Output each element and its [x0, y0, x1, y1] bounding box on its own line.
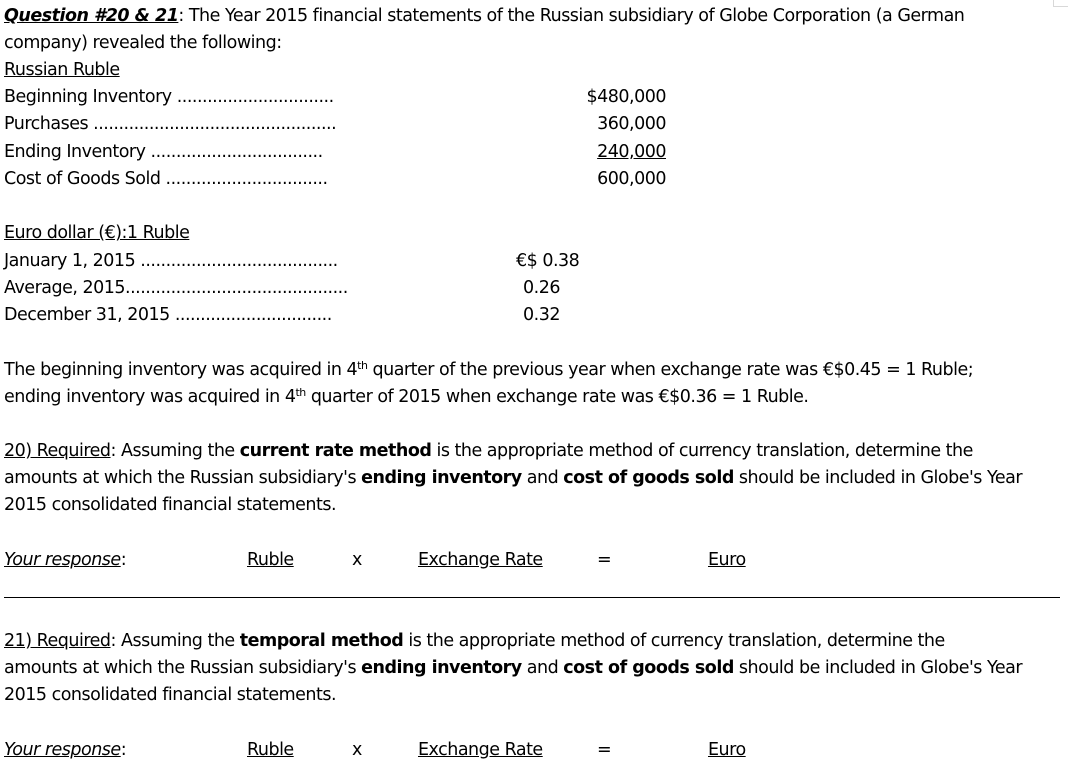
response-op-equals: = [597, 550, 612, 570]
response-label: Your response: [4, 740, 127, 760]
ruble-row-label: Ending Inventory .................................. [4, 142, 323, 162]
q20-label: 20) Required [4, 441, 111, 461]
response-col-euro: Euro [708, 550, 746, 570]
q21-label: 21) Required [4, 631, 111, 651]
question-label: Question #20 & 21 [4, 6, 179, 26]
rate-row-label: Average, 2015............................................ [4, 278, 348, 298]
ruble-row-value: 600,000 [597, 169, 666, 189]
rate-row-label: December 31, 2015 ............................... [4, 305, 332, 325]
response-label: Your response: [4, 550, 127, 570]
section-divider [4, 597, 1060, 598]
response-col-ruble: Ruble [247, 740, 294, 760]
ruble-row-value: 360,000 [597, 114, 666, 134]
ruble-row-label: Beginning Inventory ............................... [4, 87, 334, 107]
q21-line-3: 2015 consolidated financial statements. [4, 685, 337, 705]
ruble-table-heading: Russian Ruble [4, 60, 120, 80]
q21-line-1: 21) Required: Assuming the temporal method is the appropriate method of currency translation, determine the [4, 631, 945, 651]
rate-table-heading: Euro dollar (€):1 Ruble [4, 223, 190, 243]
ruble-row-label: Cost of Goods Sold ................................ [4, 169, 328, 189]
q20-line-1: 20) Required: Assuming the current rate method is the appropriate method of currency translation, determine the [4, 441, 973, 461]
response-op-equals: = [597, 740, 612, 760]
intro-line-2: company) revealed the following: [4, 33, 282, 53]
ruble-row-value: $480,000 [586, 87, 666, 107]
response-col-ruble: Ruble [247, 550, 294, 570]
note-line-1: The beginning inventory was acquired in 4th quarter of the previous year when exchange rate was €$0.45 = 1 Ruble; [4, 359, 974, 380]
response-col-rate: Exchange Rate [418, 740, 543, 760]
response-op-times: x [352, 740, 362, 760]
rate-row-value: €$ 0.38 [516, 251, 580, 271]
rate-row-value: 0.26 [523, 278, 560, 298]
response-col-rate: Exchange Rate [418, 550, 543, 570]
rate-row-label: January 1, 2015 ....................................... [4, 251, 338, 271]
response-col-euro: Euro [708, 740, 746, 760]
page-edge-mark [1053, 0, 1068, 7]
intro-line-1 [4, 3, 964, 30]
response-op-times: x [352, 550, 362, 570]
rate-row-value: 0.32 [523, 305, 560, 325]
q21-line-2: amounts at which the Russian subsidiary's ending inventory and cost of goods sold should be included in Globe's Year [4, 658, 1023, 678]
ruble-row-label: Purchases ................................................ [4, 114, 337, 134]
q20-line-3: 2015 consolidated financial statements. [4, 495, 337, 515]
ruble-row-value: 240,000 [597, 142, 666, 162]
q20-line-2: amounts at which the Russian subsidiary's ending inventory and cost of goods sold should be included in Globe's Year [4, 468, 1023, 488]
note-line-2: ending inventory was acquired in 4th quarter of 2015 when exchange rate was €$0.36 = 1 Ruble. [4, 386, 809, 407]
intro-text-1: : The Year 2015 financial statements of the Russian subsidiary of Globe Corporation (a German [178, 6, 965, 26]
